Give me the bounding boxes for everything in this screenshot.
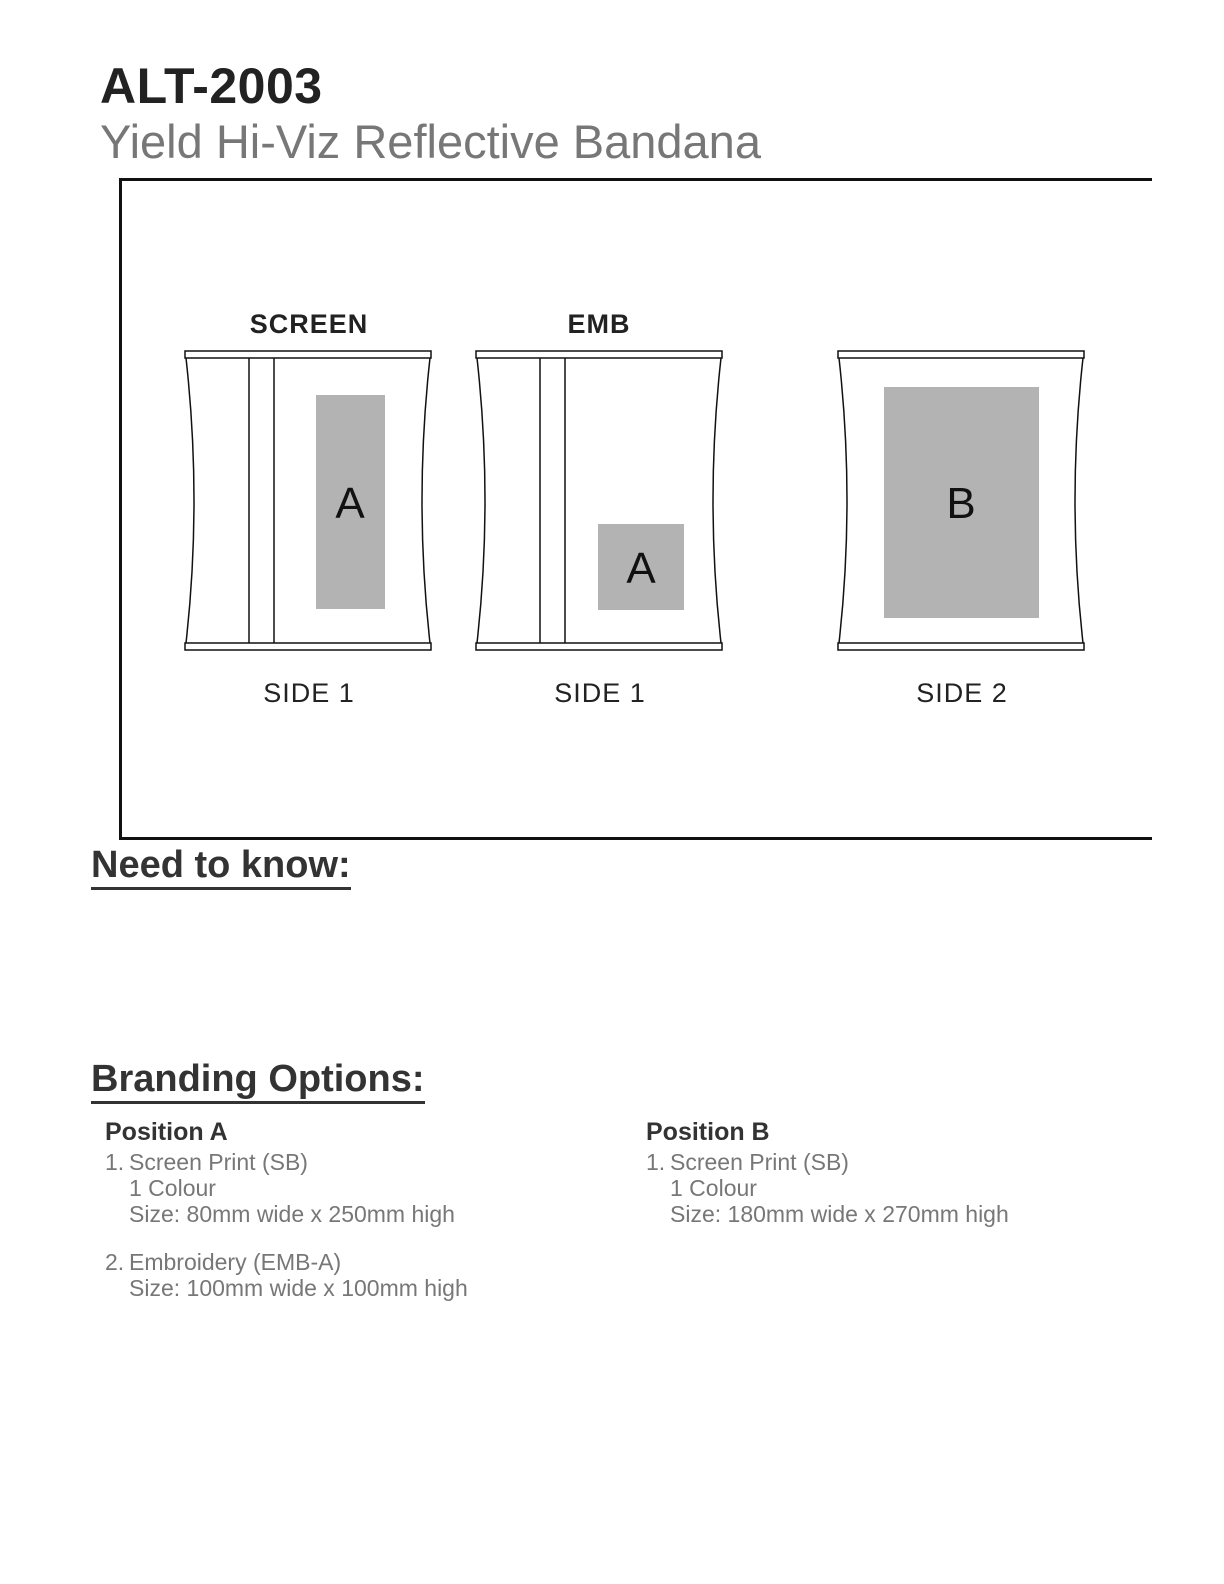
- option-number: 1.: [646, 1149, 666, 1175]
- side-label: SIDE 2: [916, 678, 1008, 708]
- bandana-view-emb: [471, 346, 731, 661]
- position-b-heading: Position B: [646, 1118, 770, 1146]
- product-name: Yield Hi-Viz Reflective Bandana: [100, 115, 761, 168]
- branding-options-heading: Branding Options:: [91, 1057, 425, 1104]
- option-size: Size: 100mm wide x 100mm high: [129, 1275, 468, 1301]
- option-number: 2.: [105, 1249, 125, 1275]
- product-code: ALT-2003: [100, 58, 323, 114]
- option-method: Screen Print (SB): [670, 1149, 849, 1175]
- bandana-view-side-2: [833, 346, 1093, 661]
- side-label: SIDE 1: [263, 678, 355, 708]
- option-method: Embroidery (EMB-A): [129, 1249, 342, 1275]
- area-letter: A: [626, 544, 656, 593]
- side-label: SIDE 1: [554, 678, 646, 708]
- area-letter: A: [335, 479, 365, 528]
- option-size: Size: 180mm wide x 270mm high: [670, 1201, 1009, 1227]
- position-a-heading: Position A: [105, 1118, 228, 1146]
- view-title-screen: SCREEN: [249, 309, 369, 339]
- option-number: 1.: [105, 1149, 125, 1175]
- option-colours: 1 Colour: [670, 1175, 757, 1201]
- option-method: Screen Print (SB): [129, 1149, 308, 1175]
- need-to-know-heading: Need to know:: [91, 843, 351, 890]
- bandana-view-screen: [180, 346, 440, 661]
- view-title-emb: EMB: [567, 309, 631, 339]
- option-size: Size: 80mm wide x 250mm high: [129, 1201, 455, 1227]
- area-letter: B: [946, 479, 976, 528]
- option-colours: 1 Colour: [129, 1175, 216, 1201]
